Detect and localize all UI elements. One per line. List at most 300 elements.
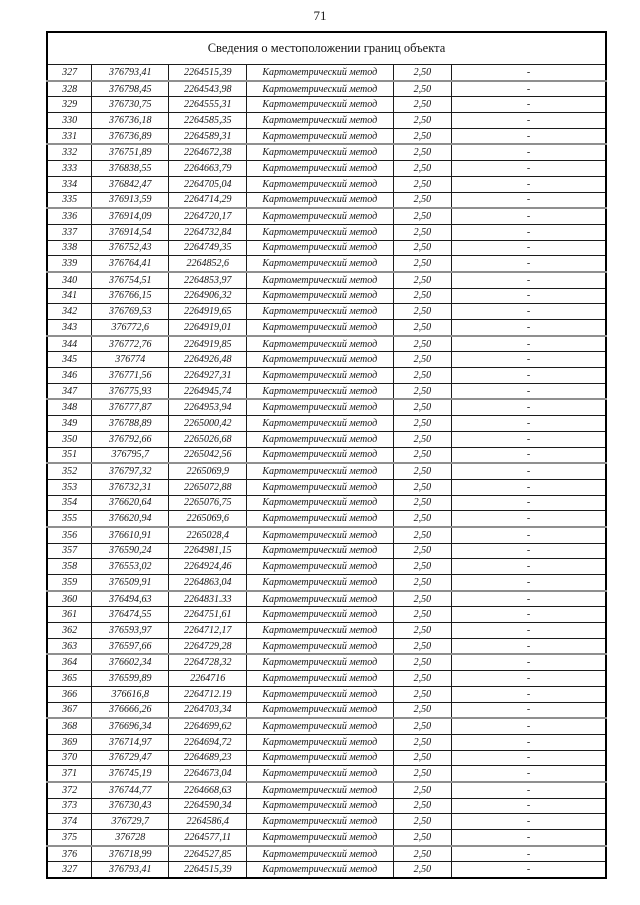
table-row: [47, 734, 606, 750]
cell-precision: 2,50: [393, 862, 452, 878]
cell-precision: 2,50: [393, 782, 452, 798]
cell-coord-x: 376696,34: [92, 718, 169, 734]
cell-coord-y: 2265000,42: [169, 416, 247, 432]
cell-description: -: [452, 575, 606, 591]
table-row: [47, 431, 606, 447]
cell-coord-y: 2265076,75: [169, 495, 247, 511]
table-row: [47, 702, 606, 718]
cell-coord-x: 376736,89: [92, 128, 169, 144]
page-number: 71: [313, 8, 327, 23]
cell-precision: 2,50: [393, 272, 452, 288]
cell-method: Картометрический метод: [247, 336, 393, 352]
cell-point-number: 357: [47, 543, 92, 559]
cell-point-number: 353: [47, 479, 92, 495]
cell-description: -: [452, 846, 606, 862]
cell-coord-x: 376730,75: [92, 97, 169, 113]
cell-precision: 2,50: [393, 654, 452, 670]
table-row: [47, 511, 606, 527]
cell-coord-x: 376494,63: [92, 591, 169, 607]
cell-coord-x: 376620,94: [92, 511, 169, 527]
cell-point-number: 347: [47, 383, 92, 399]
cell-method: Картометрический метод: [247, 607, 393, 623]
table-row: [47, 591, 606, 607]
table-row: [47, 336, 606, 352]
cell-coord-x: 376771,56: [92, 368, 169, 384]
cell-point-number: 356: [47, 527, 92, 543]
cell-coord-x: 376764,41: [92, 256, 169, 272]
cell-coord-y: 2264689,23: [169, 750, 247, 766]
cell-coord-y: 2264924,46: [169, 559, 247, 575]
cell-point-number: 372: [47, 782, 92, 798]
cell-coord-y: 2264720,17: [169, 208, 247, 224]
table-row: [47, 65, 606, 81]
table-row: [47, 718, 606, 734]
cell-method: Картометрический метод: [247, 846, 393, 862]
cell-coord-y: 2264716: [169, 671, 247, 687]
cell-coord-x: 376590,24: [92, 543, 169, 559]
cell-description: -: [452, 208, 606, 224]
cell-description: -: [452, 399, 606, 415]
cell-precision: 2,50: [393, 559, 452, 575]
cell-description: -: [452, 336, 606, 352]
cell-description: -: [452, 686, 606, 702]
cell-point-number: 348: [47, 399, 92, 415]
cell-description: -: [452, 671, 606, 687]
cell-method: Картометрический метод: [247, 304, 393, 320]
table-row: [47, 798, 606, 814]
cell-coord-x: 376788,89: [92, 416, 169, 432]
cell-coord-y: 2264590,34: [169, 798, 247, 814]
cell-coord-y: 2264927,31: [169, 368, 247, 384]
cell-point-number: 370: [47, 750, 92, 766]
cell-coord-y: 2265069,9: [169, 463, 247, 479]
cell-coord-y: 2264699,62: [169, 718, 247, 734]
table-row: [47, 814, 606, 830]
cell-precision: 2,50: [393, 176, 452, 192]
cell-point-number: 343: [47, 320, 92, 336]
cell-point-number: 346: [47, 368, 92, 384]
cell-method: Картометрический метод: [247, 575, 393, 591]
cell-point-number: 329: [47, 97, 92, 113]
cell-method: Картометрический метод: [247, 192, 393, 208]
cell-description: -: [452, 176, 606, 192]
cell-point-number: 373: [47, 798, 92, 814]
cell-coord-y: 2264728,32: [169, 654, 247, 670]
cell-description: -: [452, 543, 606, 559]
cell-coord-x: 376732,31: [92, 479, 169, 495]
cell-point-number: 362: [47, 623, 92, 639]
cell-coord-y: 2264852,6: [169, 256, 247, 272]
table-row: [47, 495, 606, 511]
cell-point-number: 327: [47, 862, 92, 878]
table-row: [47, 782, 606, 798]
cell-method: Картометрический метод: [247, 113, 393, 129]
cell-coord-x: 376775,93: [92, 383, 169, 399]
cell-point-number: 369: [47, 734, 92, 750]
cell-method: Картометрический метод: [247, 862, 393, 878]
cell-coord-x: 376798,45: [92, 81, 169, 97]
cell-method: Картометрический метод: [247, 830, 393, 846]
cell-coord-x: 376838,55: [92, 161, 169, 177]
cell-point-number: 368: [47, 718, 92, 734]
cell-precision: 2,50: [393, 495, 452, 511]
cell-point-number: 332: [47, 144, 92, 160]
cell-coord-y: 2264515,39: [169, 862, 247, 878]
cell-precision: 2,50: [393, 113, 452, 129]
cell-coord-x: 376509,91: [92, 575, 169, 591]
cell-method: Картометрический метод: [247, 416, 393, 432]
cell-precision: 2,50: [393, 766, 452, 782]
cell-description: -: [452, 527, 606, 543]
cell-method: Картометрический метод: [247, 128, 393, 144]
cell-method: Картометрический метод: [247, 495, 393, 511]
cell-precision: 2,50: [393, 224, 452, 240]
cell-method: Картометрический метод: [247, 272, 393, 288]
cell-precision: 2,50: [393, 575, 452, 591]
cell-method: Картометрический метод: [247, 383, 393, 399]
cell-coord-x: 376793,41: [92, 65, 169, 81]
table-row: [47, 128, 606, 144]
cell-coord-x: 376728: [92, 830, 169, 846]
cell-coord-y: 2264527,85: [169, 846, 247, 862]
cell-point-number: 337: [47, 224, 92, 240]
table-row: [47, 208, 606, 224]
cell-coord-x: 376751,89: [92, 144, 169, 160]
cell-coord-x: 376913,59: [92, 192, 169, 208]
cell-coord-x: 376714,97: [92, 734, 169, 750]
cell-coord-x: 376793,41: [92, 862, 169, 878]
cell-point-number: 355: [47, 511, 92, 527]
cell-description: -: [452, 65, 606, 81]
cell-method: Картометрический метод: [247, 750, 393, 766]
cell-description: -: [452, 638, 606, 654]
cell-description: -: [452, 368, 606, 384]
cell-point-number: 365: [47, 671, 92, 687]
cell-coord-x: 376914,09: [92, 208, 169, 224]
cell-coord-x: 376736,18: [92, 113, 169, 129]
cell-description: -: [452, 511, 606, 527]
table-row: [47, 161, 606, 177]
cell-precision: 2,50: [393, 479, 452, 495]
cell-description: -: [452, 144, 606, 160]
cell-coord-y: 2264714,29: [169, 192, 247, 208]
cell-point-number: 366: [47, 686, 92, 702]
cell-method: Картометрический метод: [247, 638, 393, 654]
cell-coord-y: 2265028,4: [169, 527, 247, 543]
cell-method: Картометрический метод: [247, 144, 393, 160]
table-row: [47, 607, 606, 623]
cell-precision: 2,50: [393, 368, 452, 384]
cell-method: Картометрический метод: [247, 766, 393, 782]
cell-coord-x: 376766,15: [92, 288, 169, 304]
table-row: [47, 862, 606, 878]
cell-coord-y: 2264586,4: [169, 814, 247, 830]
cell-coord-x: 376593,97: [92, 623, 169, 639]
cell-coord-y: 2264751,61: [169, 607, 247, 623]
cell-precision: 2,50: [393, 463, 452, 479]
cell-coord-x: 376666,26: [92, 702, 169, 718]
cell-description: -: [452, 304, 606, 320]
cell-method: Картометрический метод: [247, 671, 393, 687]
table-row: [47, 192, 606, 208]
cell-description: -: [452, 782, 606, 798]
cell-description: -: [452, 734, 606, 750]
cell-description: -: [452, 81, 606, 97]
table-row: [47, 575, 606, 591]
cell-precision: 2,50: [393, 527, 452, 543]
cell-precision: 2,50: [393, 671, 452, 687]
cell-method: Картометрический метод: [247, 224, 393, 240]
cell-precision: 2,50: [393, 256, 452, 272]
cell-method: Картометрический метод: [247, 320, 393, 336]
cell-method: Картометрический метод: [247, 352, 393, 368]
cell-coord-y: 2265069,6: [169, 511, 247, 527]
cell-precision: 2,50: [393, 591, 452, 607]
cell-coord-x: 376772,6: [92, 320, 169, 336]
cell-precision: 2,50: [393, 240, 452, 256]
cell-method: Картометрический метод: [247, 718, 393, 734]
cell-precision: 2,50: [393, 447, 452, 463]
table-row: [47, 559, 606, 575]
cell-precision: 2,50: [393, 352, 452, 368]
cell-description: -: [452, 718, 606, 734]
cell-coord-y: 2264749,35: [169, 240, 247, 256]
cell-precision: 2,50: [393, 144, 452, 160]
cell-point-number: 354: [47, 495, 92, 511]
cell-point-number: 338: [47, 240, 92, 256]
cell-coord-y: 2264945,74: [169, 383, 247, 399]
cell-coord-y: 2265072,88: [169, 479, 247, 495]
cell-description: -: [452, 814, 606, 830]
cell-coord-y: 2264926,48: [169, 352, 247, 368]
cell-coord-y: 2264515,39: [169, 65, 247, 81]
cell-precision: 2,50: [393, 304, 452, 320]
cell-precision: 2,50: [393, 336, 452, 352]
cell-coord-y: 2264863,04: [169, 575, 247, 591]
cell-point-number: 340: [47, 272, 92, 288]
cell-method: Картометрический метод: [247, 431, 393, 447]
cell-coord-y: 2264919,01: [169, 320, 247, 336]
table-row: [47, 654, 606, 670]
cell-description: -: [452, 113, 606, 129]
cell-coord-y: 2264543,98: [169, 81, 247, 97]
cell-coord-x: 376610,91: [92, 527, 169, 543]
cell-description: -: [452, 161, 606, 177]
cell-description: -: [452, 256, 606, 272]
cell-description: -: [452, 192, 606, 208]
cell-coord-y: 2264953,94: [169, 399, 247, 415]
cell-description: -: [452, 447, 606, 463]
table-row: [47, 81, 606, 97]
cell-description: -: [452, 272, 606, 288]
cell-description: -: [452, 591, 606, 607]
cell-description: -: [452, 383, 606, 399]
cell-point-number: 371: [47, 766, 92, 782]
cell-method: Картометрический метод: [247, 447, 393, 463]
cell-point-number: 376: [47, 846, 92, 862]
cell-precision: 2,50: [393, 607, 452, 623]
cell-precision: 2,50: [393, 128, 452, 144]
cell-coord-x: 376769,53: [92, 304, 169, 320]
table-row: [47, 686, 606, 702]
cell-point-number: 330: [47, 113, 92, 129]
cell-method: Картометрический метод: [247, 161, 393, 177]
cell-coord-x: 376914,54: [92, 224, 169, 240]
cell-description: -: [452, 97, 606, 113]
table-row: [47, 750, 606, 766]
cell-coord-y: 2264663,79: [169, 161, 247, 177]
cell-description: -: [452, 463, 606, 479]
cell-precision: 2,50: [393, 718, 452, 734]
cell-coord-y: 2265042,56: [169, 447, 247, 463]
cell-coord-y: 2264712,17: [169, 623, 247, 639]
cell-description: -: [452, 416, 606, 432]
cell-description: -: [452, 862, 606, 878]
cell-coord-x: 376718,99: [92, 846, 169, 862]
cell-coord-y: 2264712.19: [169, 686, 247, 702]
cell-description: -: [452, 240, 606, 256]
cell-precision: 2,50: [393, 383, 452, 399]
cell-point-number: 359: [47, 575, 92, 591]
cell-point-number: 360: [47, 591, 92, 607]
table-row: [47, 352, 606, 368]
cell-coord-x: 376752,43: [92, 240, 169, 256]
cell-precision: 2,50: [393, 416, 452, 432]
cell-point-number: 339: [47, 256, 92, 272]
cell-coord-y: 2264853,97: [169, 272, 247, 288]
cell-point-number: 342: [47, 304, 92, 320]
cell-point-number: 351: [47, 447, 92, 463]
table-row: [47, 479, 606, 495]
cell-coord-x: 376795,7: [92, 447, 169, 463]
cell-point-number: 331: [47, 128, 92, 144]
cell-method: Картометрический метод: [247, 176, 393, 192]
cell-coord-y: 2264577,11: [169, 830, 247, 846]
cell-precision: 2,50: [393, 798, 452, 814]
cell-coord-y: 2264919,85: [169, 336, 247, 352]
cell-precision: 2,50: [393, 399, 452, 415]
cell-description: -: [452, 559, 606, 575]
cell-coord-x: 376745,19: [92, 766, 169, 782]
table-row: [47, 383, 606, 399]
cell-precision: 2,50: [393, 431, 452, 447]
cell-point-number: 334: [47, 176, 92, 192]
cell-point-number: 375: [47, 830, 92, 846]
cell-precision: 2,50: [393, 320, 452, 336]
cell-point-number: 352: [47, 463, 92, 479]
cell-description: -: [452, 288, 606, 304]
cell-method: Картометрический метод: [247, 240, 393, 256]
cell-method: Картометрический метод: [247, 511, 393, 527]
table-row: [47, 176, 606, 192]
cell-method: Картометрический метод: [247, 591, 393, 607]
cell-coord-y: 2265026,68: [169, 431, 247, 447]
cell-coord-x: 376616,8: [92, 686, 169, 702]
boundary-table-body: [47, 65, 606, 879]
cell-coord-x: 376474,55: [92, 607, 169, 623]
cell-coord-y: 2264919,65: [169, 304, 247, 320]
cell-coord-x: 376777,87: [92, 399, 169, 415]
cell-point-number: 350: [47, 431, 92, 447]
cell-precision: 2,50: [393, 734, 452, 750]
cell-method: Картометрический метод: [247, 97, 393, 113]
table-row: [47, 447, 606, 463]
table-title: Сведения о местоположении границ объекта: [47, 32, 606, 65]
table-row: [47, 113, 606, 129]
table-row: [47, 671, 606, 687]
cell-coord-x: 376602,34: [92, 654, 169, 670]
cell-description: -: [452, 766, 606, 782]
cell-point-number: 364: [47, 654, 92, 670]
cell-method: Картометрический метод: [247, 463, 393, 479]
table-row: [47, 224, 606, 240]
table-row: [47, 144, 606, 160]
table-row: [47, 399, 606, 415]
cell-description: -: [452, 830, 606, 846]
cell-method: Картометрический метод: [247, 623, 393, 639]
cell-precision: 2,50: [393, 830, 452, 846]
cell-coord-x: 376842,47: [92, 176, 169, 192]
table-row: [47, 463, 606, 479]
cell-precision: 2,50: [393, 623, 452, 639]
cell-coord-y: 2264585,35: [169, 113, 247, 129]
cell-point-number: 358: [47, 559, 92, 575]
cell-coord-y: 2264831.33: [169, 591, 247, 607]
cell-method: Картометрический метод: [247, 734, 393, 750]
cell-precision: 2,50: [393, 543, 452, 559]
cell-point-number: 335: [47, 192, 92, 208]
cell-coord-y: 2264694,72: [169, 734, 247, 750]
table-row: [47, 256, 606, 272]
cell-description: -: [452, 654, 606, 670]
cell-description: -: [452, 750, 606, 766]
cell-description: -: [452, 224, 606, 240]
cell-coord-x: 376553,02: [92, 559, 169, 575]
cell-method: Картометрический метод: [247, 399, 393, 415]
table-title-row: [47, 32, 606, 65]
cell-precision: 2,50: [393, 81, 452, 97]
cell-coord-x: 376797,32: [92, 463, 169, 479]
cell-method: Картометрический метод: [247, 65, 393, 81]
cell-method: Картометрический метод: [247, 81, 393, 97]
cell-method: Картометрический метод: [247, 702, 393, 718]
cell-coord-y: 2264589,31: [169, 128, 247, 144]
cell-description: -: [452, 128, 606, 144]
cell-precision: 2,50: [393, 65, 452, 81]
cell-method: Картометрический метод: [247, 814, 393, 830]
cell-point-number: 341: [47, 288, 92, 304]
table-row: [47, 288, 606, 304]
cell-method: Картометрический метод: [247, 686, 393, 702]
cell-precision: 2,50: [393, 702, 452, 718]
cell-point-number: 363: [47, 638, 92, 654]
cell-point-number: 367: [47, 702, 92, 718]
cell-precision: 2,50: [393, 638, 452, 654]
table-row: [47, 97, 606, 113]
cell-point-number: 333: [47, 161, 92, 177]
cell-coord-y: 2264672,38: [169, 144, 247, 160]
cell-description: -: [452, 431, 606, 447]
cell-coord-y: 2264673,04: [169, 766, 247, 782]
table-row: [47, 368, 606, 384]
cell-description: -: [452, 479, 606, 495]
cell-precision: 2,50: [393, 97, 452, 113]
cell-precision: 2,50: [393, 288, 452, 304]
cell-precision: 2,50: [393, 814, 452, 830]
cell-coord-x: 376597,66: [92, 638, 169, 654]
cell-point-number: 344: [47, 336, 92, 352]
table-row: [47, 240, 606, 256]
